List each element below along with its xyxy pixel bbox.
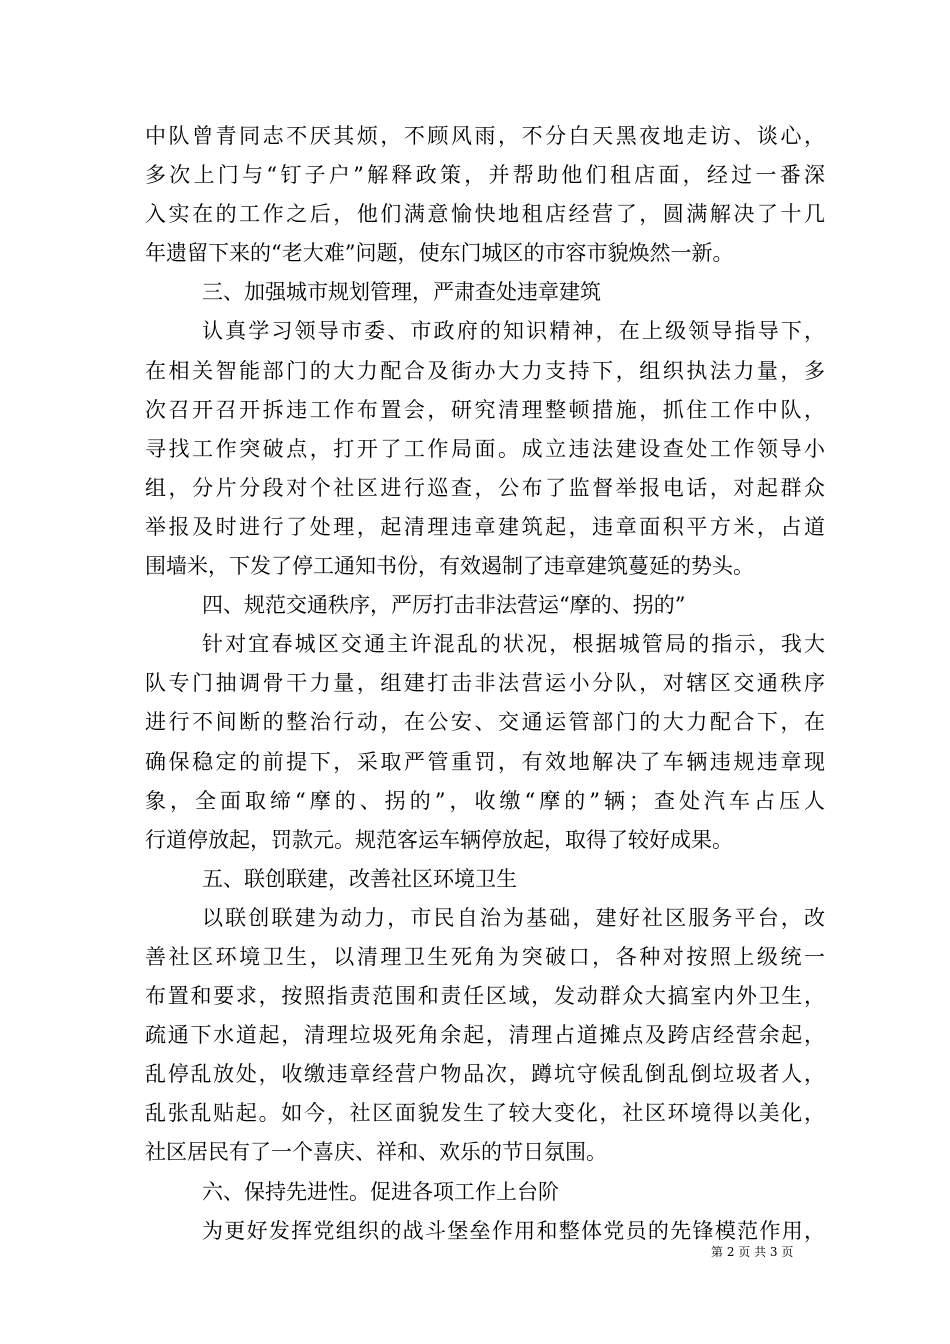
text-line: 乱张乱贴起。如今，社区面貌发生了较大变化，社区环境得以美化， (145, 1101, 825, 1126)
page-number: 第 2 页 共 3 页 (711, 1245, 794, 1259)
text-line: 象，全面取缔“摩的、拐的”，收缴“摩的”辆；查处汽车占压人 (145, 788, 825, 813)
text-line: 多次上门与“钉子户”解释政策，并帮助他们租店面，经过一番深 (145, 163, 825, 188)
text-line: 确保稳定的前提下，采取严管重罚，有效地解决了车辆违规违章现 (145, 749, 825, 774)
text-line: 为更好发挥党组织的战斗堡垒作用和整体党员的先锋模范作用， (202, 1218, 825, 1243)
text-line: 社区居民有了一个喜庆、祥和、欢乐的节日氛围。 (145, 1140, 607, 1165)
text-line: 中队曾青同志不厌其烦，不顾风雨，不分白天黑夜地走访、谈心， (145, 124, 825, 148)
text-line: 布置和要求，按照指责范围和责任区域，发动群众大搞室内外卫生， (145, 984, 825, 1009)
section-heading: 六、保持先进性。促进各项工作上台阶 (202, 1179, 559, 1204)
text-line: 认真学习领导市委、市政府的知识精神，在上级领导指导下， (202, 319, 825, 344)
text-line: 针对宜春城区交通主许混乱的状况，根据城管局的指示，我大 (202, 632, 825, 657)
text-line: 寻找工作突破点，打开了工作局面。成立违法建设查处工作领导小 (145, 436, 825, 461)
section-heading: 三、加强城市规划管理，严肃查处违章建筑 (202, 280, 601, 305)
text-line: 乱停乱放处，收缴违章经营户物品次，蹲坑守候乱倒乱倒垃圾者人， (145, 1062, 825, 1087)
text-line: 队专门抽调骨干力量，组建打击非法营运小分队，对辖区交通秩序 (145, 671, 825, 696)
text-line: 围墙米，下发了停工通知书份，有效遏制了违章建筑蔓延的势头。 (145, 554, 754, 579)
text-line: 年遗留下来的“老大难”问题，使东门城区的市容市貌焕然一新。 (145, 241, 734, 266)
text-line: 在相关智能部门的大力配合及街办大力支持下，组织执法力量，多 (145, 358, 825, 383)
text-line: 次召开召开拆违工作布置会，研究清理整顿措施，抓住工作中队， (145, 397, 825, 422)
section-heading: 四、规范交通秩序，严厉打击非法营运“摩的、拐的” (202, 593, 686, 618)
text-line: 进行不间断的整治行动，在公安、交通运管部门的大力配合下，在 (145, 710, 825, 735)
text-line: 举报及时进行了处理，起清理违章建筑起，违章面积平方米，占道 (145, 514, 825, 539)
text-line: 入实在的工作之后，他们满意愉快地租店经营了，圆满解决了十几 (145, 202, 825, 227)
text-line: 以联创联建为动力，市民自治为基础，建好社区服务平台，改 (202, 905, 825, 930)
document-body (145, 117, 825, 1251)
text-line: 行道停放起，罚款元。规范客运车辆停放起，取得了较好成果。 (145, 827, 733, 852)
text-line: 组，分片分段对个社区进行巡查，公布了监督举报电话，对起群众 (145, 475, 825, 500)
section-heading: 五、联创联建，改善社区环境卫生 (202, 866, 517, 891)
text-line: 疏通下水道起，清理垃圾死角余起，清理占道摊点及跨店经营余起， (145, 1023, 825, 1048)
text-line: 善社区环境卫生，以清理卫生死角为突破口，各种对按照上级统一 (145, 944, 825, 969)
